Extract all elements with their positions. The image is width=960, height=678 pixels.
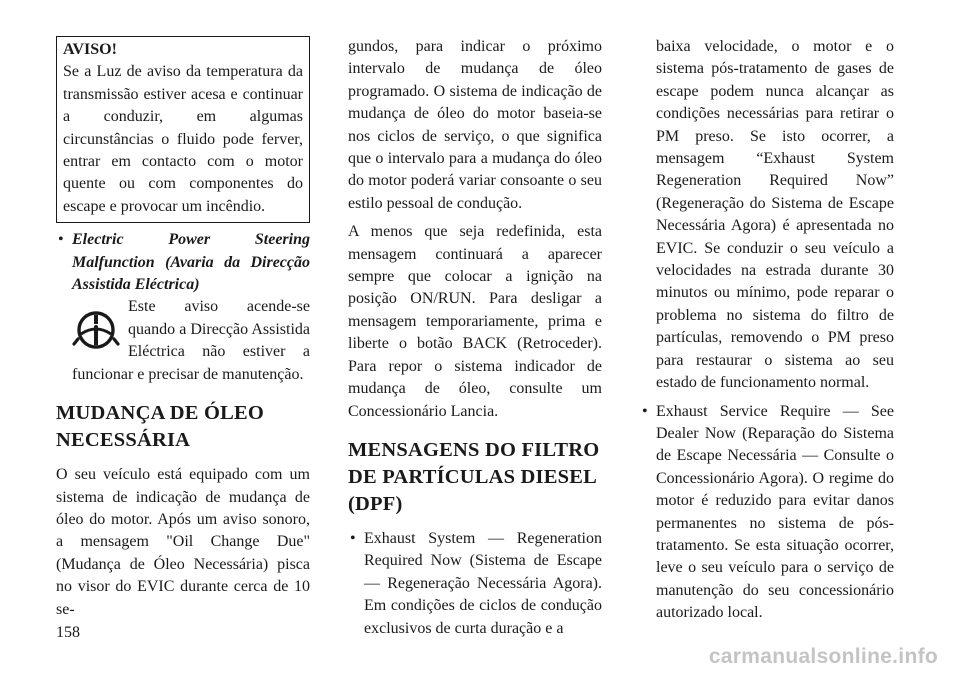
page-number: 158	[56, 624, 80, 641]
dpf-bullet-1-continued: baixa velocidade, o motor e o sistema pós-tratamento de gases de escape podem nunca alcançar as condições necessárias para retirar o PM preso. Se isto ocorrer, a mensagem “Exhaust System Regeneration Required Now” (Regeneração do Sistema de Escape Necessária Agora) é apresentada no EVIC. Se conduzir o seu veículo a velocidades na estrada durante 30 minutos ou mínimo, pode reparar o problema no sistema do filtro de partículas, removendo o PM preso para restaurar o sistema ao seu estado de funcionamento normal.	[656, 38, 894, 392]
oil-paragraph-continued: gundos, para indicar o próximo intervalo de mudança de óleo programado. O sistema de indicação de mudança de óleo do motor baseia-se nos ciclos de serviço, o que significa que o intervalo para a mudança do óleo do motor poderá variar consoante o seu estilo pessoal de condução.	[348, 38, 602, 212]
warning-text: Se a Luz de aviso da temperatura da transmissão estiver acesa e continuar a conduzir, em algumas circunstâncias o fluido pode ferver, entrar em contacto com o motor quente ou com componentes do escape e provocar um incêndio.	[63, 63, 303, 215]
column-3	[640, 36, 894, 633]
dpf-bullet-1: • Exhaust System — Regeneration Required Now (Sistema de Escape — Regeneração Necessária Agora). Em condições de ciclos de condução exclusivos de curta duração e a	[348, 528, 602, 640]
oil-change-heading: MUDANÇA DE ÓLEO NECESSÁRIA	[56, 402, 265, 452]
oil-paragraph-start: O seu veículo está equipado com um sistema de indicação de mudança de óleo do motor. Após um aviso sonoro, a mensagem "Oil Change Due" (Mudança de Óleo Necessária) pisca no visor do EVIC durante cerca de 10 se-	[56, 466, 310, 618]
dpf-heading: MENSAGENS DO FILTRO DE PARTÍCULAS DIESEL (DPF)	[348, 438, 600, 515]
eps-body	[72, 296, 310, 386]
warning-title: AVISO!	[63, 41, 117, 58]
warning-box	[56, 36, 310, 223]
dpf-bullet-2: • Exhaust Service Require — See Dealer Now (Reparação do Sistema de Escape Necessária — Consulte o Concessionário Agora). O regime do motor é reduzido para evitar danos permanentes no sistema de pós-tratamento. Se esta situação ocorrer, leve o seu veículo para o serviço de manutenção do seu concessionário autorizado local.	[640, 401, 894, 625]
watermark: carmanualsonline.info	[708, 645, 938, 668]
steering-wheel-warning-icon	[72, 308, 120, 352]
column-1	[56, 36, 310, 627]
reset-paragraph: A menos que seja redefinida, esta mensagem continuará a aparecer sempre que colocar a ignição na posição ON/RUN. Para desligar a mensagem temporariamente, prima e liberte o botão BACK (Retroceder). Para repor o sistema indicador de mudança de óleo, consulte um Concessionário Lancia.	[348, 223, 602, 420]
eps-bullet	[56, 229, 310, 386]
column-2	[348, 36, 602, 648]
eps-title: • Electric Power Steering Malfunction (Avaria da Direcção Assistida Eléctrica)	[72, 231, 310, 294]
eps-text: Este aviso acende-se quando a Direcção Assistida Eléctrica não estiver a funcionar e precisar de manutenção.	[72, 298, 310, 383]
